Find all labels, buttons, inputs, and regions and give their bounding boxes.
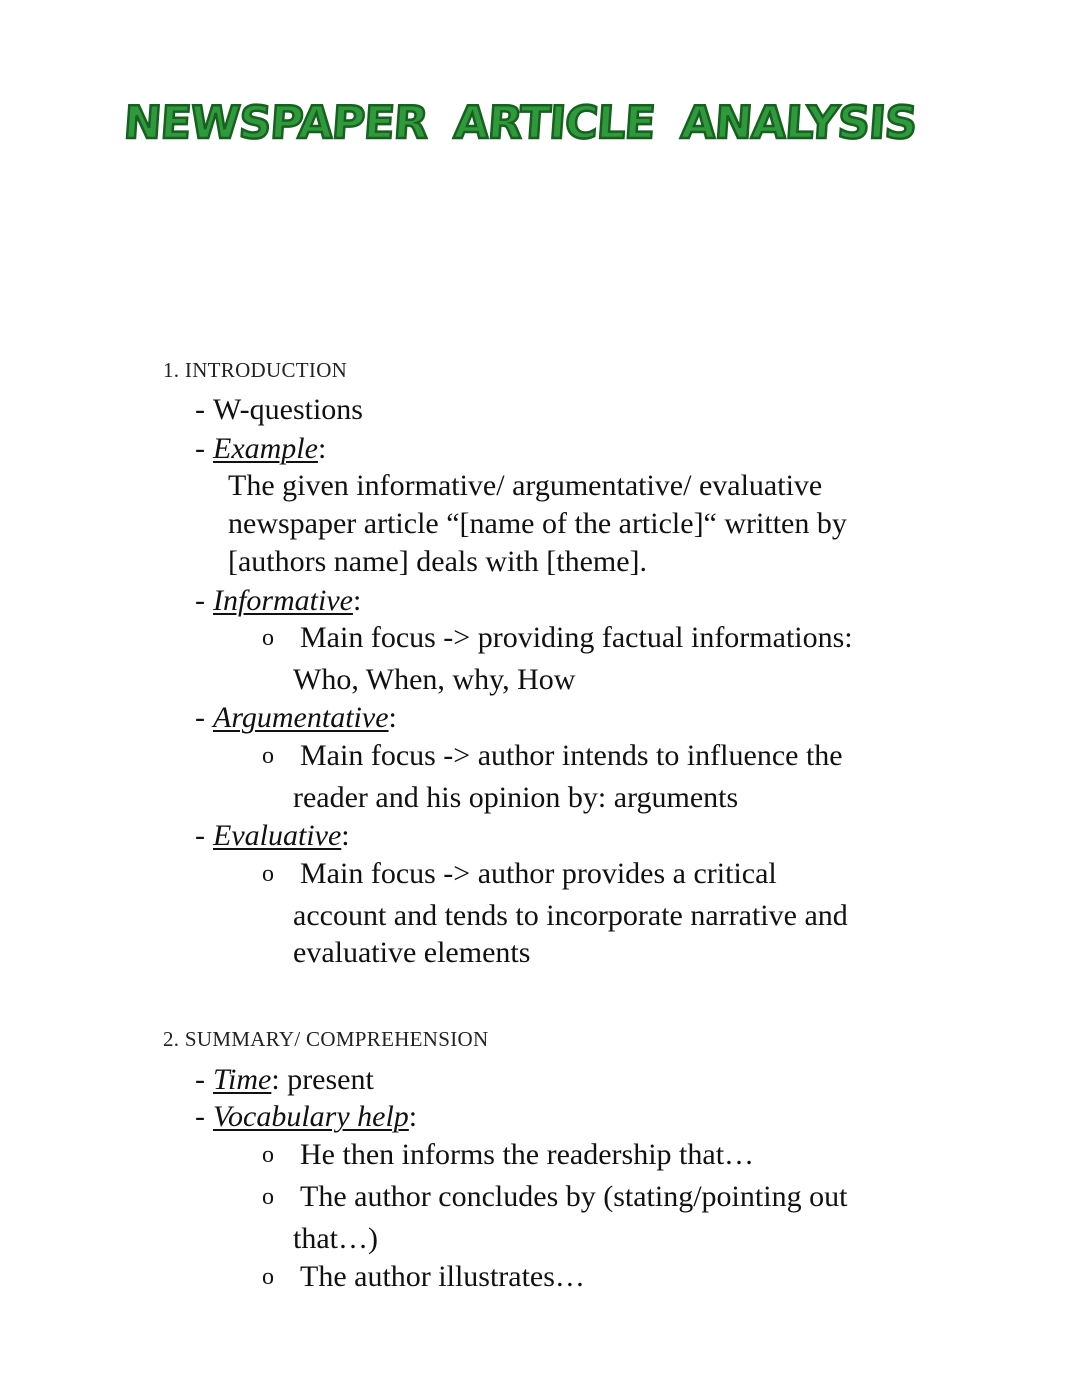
colon: :	[388, 701, 397, 734]
example-text-line: The given informative/ argumentative/ evaluative	[228, 469, 823, 502]
informative-label: Informative	[213, 584, 353, 617]
bullet-continuation: reader and his opinion by: arguments	[293, 781, 739, 814]
bullet-marker: o	[262, 1184, 274, 1210]
section-heading-summary: 2. SUMMARY/ COMPREHENSION	[163, 1027, 489, 1051]
colon: :	[408, 1100, 418, 1133]
time-label: Time	[213, 1063, 272, 1096]
page-title: NEWSPAPER ARTICLE ANALYSIS	[122, 96, 919, 149]
list-item-vocabulary	[195, 1102, 417, 1132]
dash-marker: -	[195, 1100, 205, 1133]
dash-marker: -	[195, 701, 205, 734]
bullet-text: He then informs the readership that…	[300, 1138, 755, 1171]
bullet-marker: o	[262, 1264, 274, 1290]
dash-marker: -	[195, 1063, 205, 1096]
bullet-text: The author concludes by (stating/pointing out	[300, 1180, 848, 1213]
list-item-example	[195, 434, 326, 464]
bullet-text: The author illustrates…	[300, 1260, 585, 1293]
colon: :	[352, 584, 362, 617]
dash-marker: -	[195, 819, 205, 852]
vocabulary-label: Vocabulary help	[213, 1100, 409, 1133]
argumentative-label: Argumentative	[213, 701, 389, 734]
bullet-item	[262, 1262, 585, 1292]
section-heading-introduction: 1. INTRODUCTION	[163, 358, 348, 382]
example-text-line: newspaper article “[name of the article]“ written by	[228, 507, 847, 540]
w-questions-text: W-questions	[213, 393, 363, 426]
list-item-w-questions	[195, 395, 363, 425]
bullet-item	[262, 859, 777, 889]
bullet-marker: o	[262, 743, 274, 769]
list-item-informative	[195, 586, 361, 616]
bullet-marker: o	[262, 861, 274, 887]
dash-marker: -	[195, 432, 205, 465]
colon: :	[317, 432, 327, 465]
bullet-continuation: Who, When, why, How	[293, 663, 576, 696]
bullet-item	[262, 741, 843, 771]
evaluative-label: Evaluative	[213, 819, 342, 852]
bullet-continuation: account and tends to incorporate narrative and	[293, 899, 848, 932]
time-value: : present	[271, 1063, 374, 1096]
bullet-text: Main focus -> providing factual informations:	[300, 621, 853, 654]
bullet-marker: o	[262, 1142, 274, 1168]
colon: :	[341, 819, 350, 852]
bullet-continuation: that…)	[293, 1222, 378, 1255]
bullet-continuation: evaluative elements	[293, 936, 531, 969]
bullet-marker: o	[262, 625, 274, 651]
bullet-text: Main focus -> author intends to influence the	[300, 739, 843, 772]
bullet-item	[262, 1140, 754, 1170]
bullet-item	[262, 623, 853, 653]
dash-marker: -	[195, 584, 205, 617]
bullet-text: Main focus -> author provides a critical	[300, 857, 777, 890]
example-text-line: [authors name] deals with [theme].	[228, 545, 648, 578]
list-item-time	[195, 1065, 374, 1095]
list-item-evaluative	[195, 821, 350, 851]
dash-marker: -	[195, 393, 205, 426]
bullet-item	[262, 1182, 847, 1212]
example-label: Example	[213, 432, 318, 465]
list-item-argumentative	[195, 703, 397, 733]
